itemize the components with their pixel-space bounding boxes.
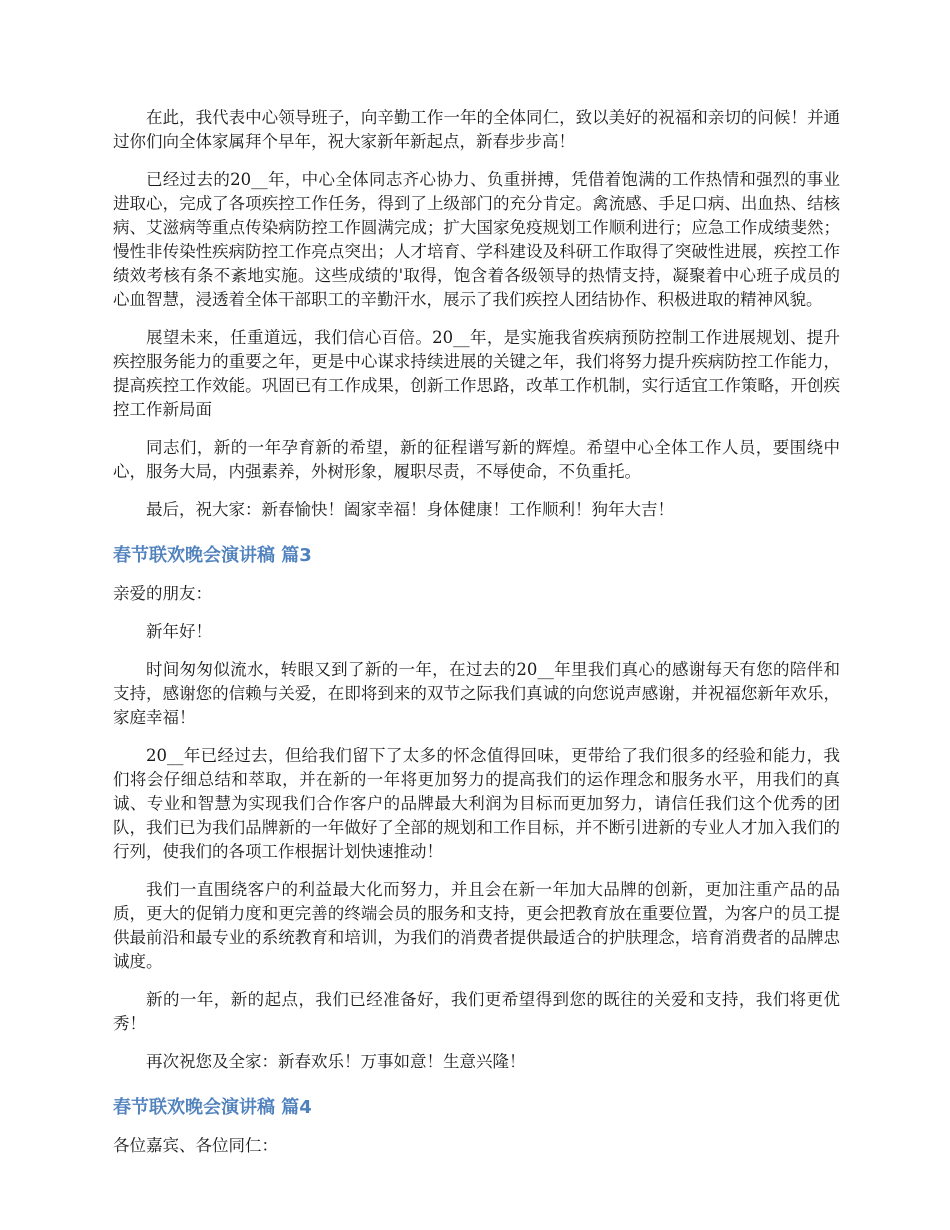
paragraph: 新年好！ <box>146 622 212 641</box>
salutation: 亲爱的朋友： <box>113 584 212 603</box>
section-top <box>113 106 840 522</box>
paragraph: 20__年已经过去，但给我们留下了太多的怀念值得回味，更带给了我们很多的经验和能力，我们将会仔细总结和萃取，并在新的一年将更加努力的提高我们的运作理念和服务水平，用我们的真诚、专业和智慧为实现我们合作客户的品牌最大利润为目标而更加努力，请信任我们这个优秀的团队，我们已为我们品牌新的一年做好了全部的规划和工作目标，并不断引进新的专业人才加入我们的行列，使我们的各项工作根据计划快速推动！ <box>113 746 840 861</box>
salutation: 各位嘉宾、各位同仁： <box>113 1136 278 1155</box>
paragraph: 最后，祝大家：新春愉快！阖家幸福！身体健康！工作顺利！狗年大吉！ <box>146 500 674 519</box>
section-heading: 春节联欢晚会演讲稿 篇3 <box>113 545 312 566</box>
paragraph: 展望未来，任重道远，我们信心百倍。20__年，是实施我省疾病预防控制工作进展规划、提升疾控服务能力的重要之年，更是中心谋求持续进展的关键之年，我们将努力提升疾病防控工作能力，提高疾控工作效能。巩固已有工作成果，创新工作思路，改革工作机制，实行适宜工作策略，开创疾控工作新局面 <box>113 328 840 419</box>
paragraph: 再次祝您及全家：新春欢乐！万事如意！生意兴隆！ <box>146 1052 526 1071</box>
paragraph: 在此，我代表中心领导班子，向辛勤工作一年的全体同仁，致以美好的祝福和亲切的问候！并通过你们向全体家属拜个早年，祝大家新年新起点，新春步步高！ <box>113 108 840 151</box>
section-4 <box>113 1096 840 1158</box>
paragraph: 我们一直围绕客户的利益最大化而努力，并且会在新一年加大品牌的创新，更加注重产品的品质，更大的促销力度和更完善的终端会员的服务和支持，更会把教育放在重要位置，为客户的员工提供最前沿和最专业的系统教育和培训，为我们的消费者提供最适合的护肤理念，培育消费者的品牌忠诚度。 <box>113 880 840 971</box>
paragraph: 新的一年，新的起点，我们已经准备好，我们更希望得到您的既往的关爱和支持，我们将更优秀！ <box>113 990 840 1033</box>
section-3 <box>113 544 840 1074</box>
paragraph: 时间匆匆似流水，转眼又到了新的一年，在过去的20__年里我们真心的感谢每天有您的陪伴和支持，感谢您的信赖与关爱，在即将到来的双节之际我们真诚的向您说声感谢，并祝福您新年欢乐，家庭幸福！ <box>113 660 840 727</box>
paragraph: 同志们，新的一年孕育新的希望，新的征程谱写新的辉煌。希望中心全体工作人员，要围绕中心，服务大局，内强素养，外树形象，履职尽责，不辱使命，不负重托。 <box>113 438 840 481</box>
paragraph: 已经过去的20__年，中心全体同志齐心协力、负重拼搏，凭借着饱满的工作热情和强烈的事业进取心，完成了各项疾控工作任务，得到了上级部门的充分肯定。禽流感、手足口病、出血热、结核病、艾滋病等重点传染病防控工作圆满完成；扩大国家免疫规划工作顺利进行；应急工作成绩斐然；慢性非传染性疾病防控工作亮点突出；人才培育、学科建设及科研工作取得了突破性进展，疾控工作绩效考核有条不紊地实施。这些成绩的'取得，饱含着各级领导的热情支持，凝聚着中心班子成员的心血智慧，浸透着全体干部职工的辛勤汗水，展示了我们疾控人团结协作、积极进取的精神风貌。 <box>113 170 840 309</box>
section-heading: 春节联欢晚会演讲稿 篇4 <box>113 1097 312 1118</box>
